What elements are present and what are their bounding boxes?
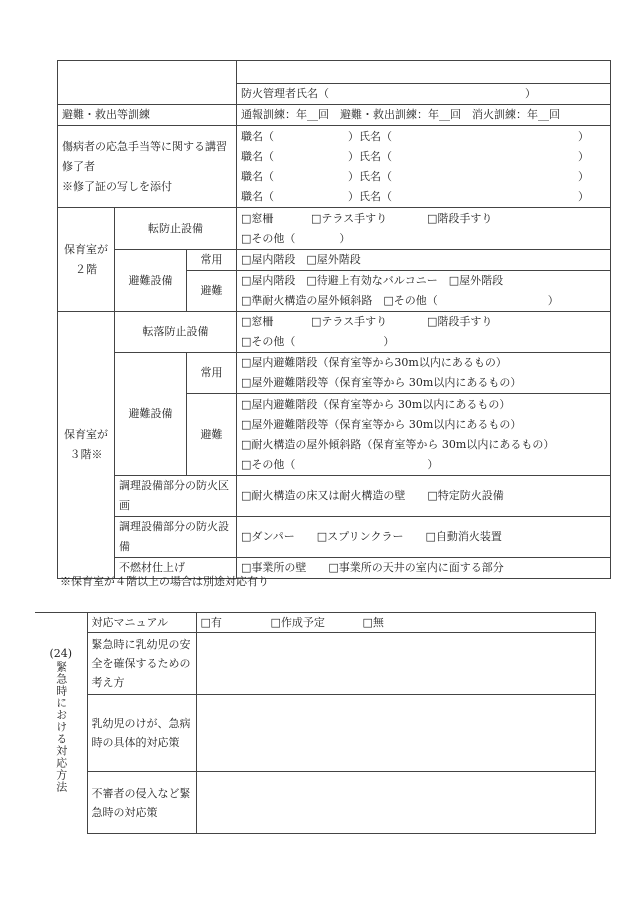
cook-zone-options[interactable]: □耐火構造の床又は耐火構造の壁 □特定防火設備 — [237, 476, 611, 517]
emergency-row2-label: 乳幼児のけが、急病時の具体的対応策 — [87, 695, 196, 772]
noncomb-options[interactable]: □事業所の壁 □事業所の天井の室内に面する部分 — [237, 558, 611, 579]
section24-title-cell — [35, 613, 87, 834]
floor3-label: 保育室が３階※ — [58, 312, 115, 579]
floor3-evac-label: 避難設備 — [115, 353, 187, 476]
floor2-evac-label: 避難設備 — [115, 250, 187, 312]
floor3-evac-options[interactable]: □屋内避難階段（保育室等から 30m以内にあるもの） □屋外避難階段等（保育室等から 30m以内にあるもの） □耐火構造の屋外傾斜路（保育室等から 30m以内にあるもの） □その他（ ） — [237, 394, 611, 476]
floor2-evac-options[interactable]: □屋内階段 □待避上有効なバルコニー □屋外階段 □準耐火構造の屋外傾斜路 □その他（ ） — [237, 271, 611, 312]
blank-header-cell — [58, 61, 237, 105]
floor2-label: 保育室が２階 — [58, 208, 115, 312]
first-aid-row[interactable]: 職名（ ）氏名（ ） — [241, 189, 589, 203]
floor3-fall-label: 転落防止設備 — [115, 312, 237, 353]
blank-value-cell — [237, 61, 611, 84]
manual-options[interactable]: □有 □作成予定 □無 — [196, 613, 595, 633]
emergency-row2-input[interactable] — [196, 695, 595, 772]
first-aid-label-cell — [58, 126, 237, 208]
manual-label: 対応マニュアル — [87, 613, 196, 633]
floor3-normal-options[interactable]: □屋内避難階段（保育室等から30m以内にあるもの） □屋外避難階段等（保育室等から 30m以内にあるもの） — [237, 353, 611, 394]
emergency-row3-label: 不審者の侵入など緊急時の対応策 — [87, 772, 196, 834]
floor2-evac-sub-label: 避難 — [187, 271, 237, 312]
first-aid-list — [237, 126, 611, 208]
floor2-fall-options[interactable]: □窓柵 □テラス手すり □階段手すり □その他（ ） — [237, 208, 611, 250]
emergency-row3-input[interactable] — [196, 772, 595, 834]
emergency-row1-label: 緊急時に乳幼児の安全を確保するための考え方 — [87, 633, 196, 695]
first-aid-note: ※修了証の写しを添付 — [62, 179, 172, 193]
floor3-evac-sub-label: 避難 — [187, 394, 237, 476]
first-aid-label: 傷病者の応急手当等に関する講習修了者 — [62, 139, 227, 173]
first-aid-row[interactable]: 職名（ ）氏名（ ） — [241, 169, 589, 183]
facility-safety-table — [57, 60, 611, 579]
section24-title: 緊急時における対応方法 — [54, 661, 68, 794]
cook-zone-label: 調理設備部分の防火区画 — [115, 476, 237, 517]
floor2-normal-label: 常用 — [187, 250, 237, 271]
emergency-row1-input[interactable] — [196, 633, 595, 695]
emergency-table — [35, 612, 596, 834]
floor2-normal-options[interactable]: □屋内階段 □屋外階段 — [237, 250, 611, 271]
floor3-fall-options[interactable]: □窓柵 □テラス手すり □階段手すり □その他（ ） — [237, 312, 611, 353]
cook-fire-label: 調理設備部分の防火設備 — [115, 517, 237, 558]
fire-manager-field[interactable]: 防火管理者氏名（ ） — [237, 84, 611, 105]
floor4-note: ※保育室が４階以上の場合は別途対応有り — [60, 575, 269, 588]
drill-label: 避難・救出等訓練 — [58, 105, 237, 126]
floor3-normal-label: 常用 — [187, 353, 237, 394]
noncomb-label: 不燃材仕上げ — [115, 558, 237, 579]
first-aid-row[interactable]: 職名（ ）氏名（ ） — [241, 149, 589, 163]
fire-manager-label: 防火管理者氏名（ — [241, 87, 329, 100]
section24-num: (24) — [49, 647, 73, 661]
floor2-fall-label: 転防止設備 — [115, 208, 237, 250]
cook-fire-options[interactable]: □ダンパー □スプリンクラー □自動消火装置 — [237, 517, 611, 558]
drill-value[interactable]: 通報訓練：年__回 避難・救出訓練：年__回 消火訓練：年__回 — [237, 105, 611, 126]
first-aid-row[interactable]: 職名（ ）氏名（ ） — [241, 129, 589, 143]
